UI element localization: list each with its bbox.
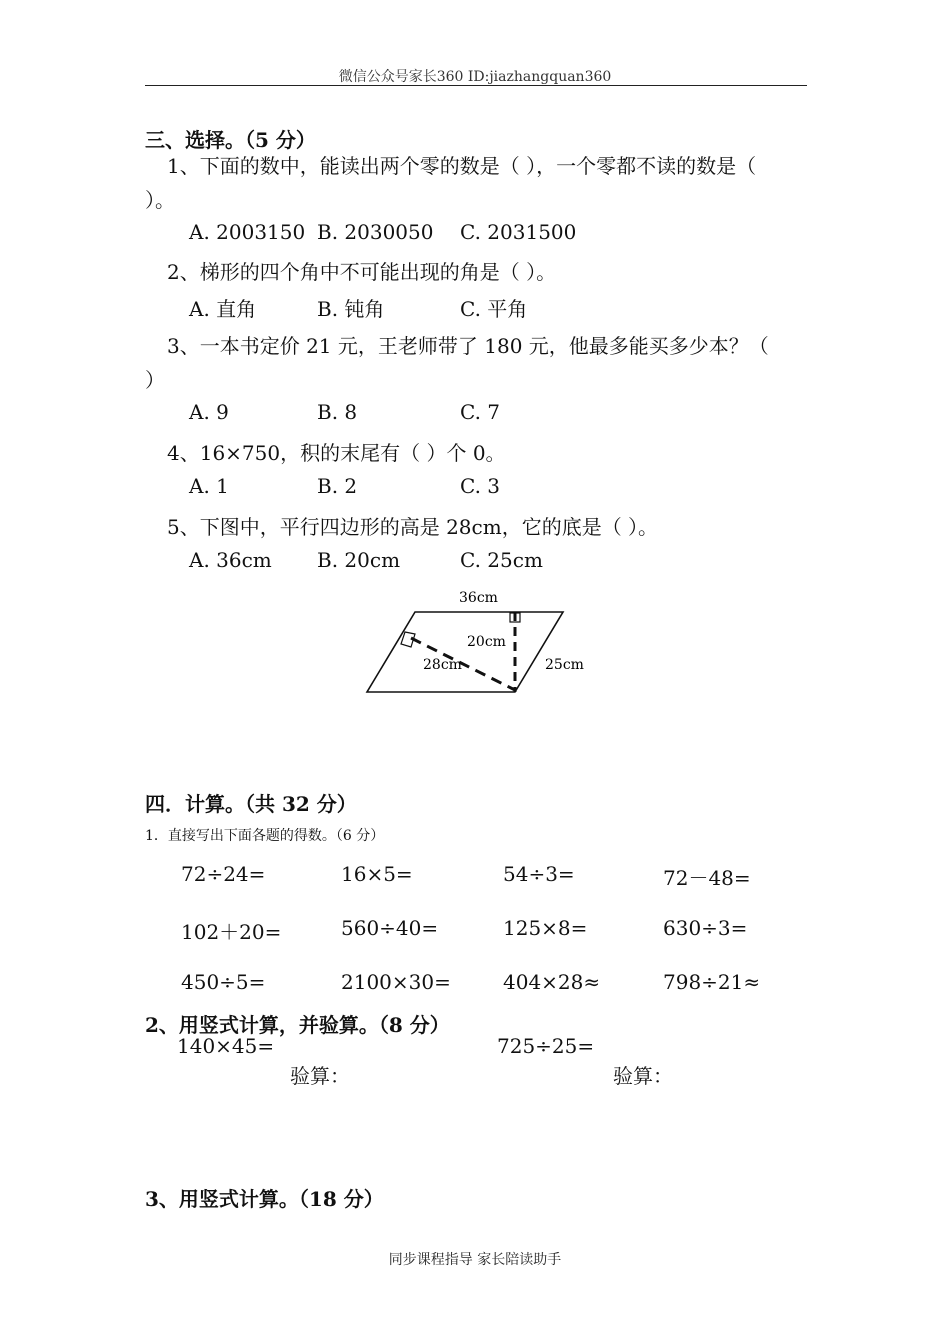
q5-text: 5、下图中，平行四边形的高是 28cm，它的底是（ ）。 [167, 515, 659, 539]
sub3-title: 3、用竖式计算。（18 分） [145, 1187, 384, 1211]
q3-line2: ） [145, 368, 165, 392]
right-angle-mark-left [401, 632, 415, 647]
q2-option-a: A. 直角 [189, 297, 257, 321]
calc-r2c1: 102＋20= [181, 920, 282, 944]
parallelogram-figure [355, 580, 595, 705]
header-rule [145, 85, 807, 86]
q3-option-c: C. 7 [460, 400, 501, 424]
q3-option-a: A. 9 [189, 400, 229, 424]
q4-option-c: C. 3 [460, 474, 501, 498]
check-label-1: 验算： [290, 1064, 350, 1088]
calc-r3c3: 404×28≈ [503, 970, 601, 994]
calc-r3c2: 2100×30= [341, 970, 451, 994]
q1-option-b: B. 2030050 [317, 220, 434, 244]
page-footer: 同步课程指导 家长陪读助手 [388, 1252, 562, 1268]
q5-option-b: B. 20cm [317, 548, 401, 572]
calc-r1c2: 16×5= [341, 862, 413, 886]
q2-option-c: C. 平角 [460, 297, 528, 321]
q3-option-b: B. 8 [317, 400, 358, 424]
label-diag: 28cm [423, 657, 462, 673]
q1-line2: ）。 [145, 188, 175, 212]
q1-line1: 1、下面的数中，能读出两个零的数是（ ），一个零都不读的数是（ [167, 154, 757, 178]
q4-option-b: B. 2 [317, 474, 358, 498]
calc-r2c3: 125×8= [503, 916, 588, 940]
q1-option-a: A. 2003150 [189, 220, 306, 244]
sub2-title: 2、用竖式计算，并验算。（8 分） [145, 1013, 450, 1037]
calc-r1c4: 72－48= [663, 866, 751, 890]
q1-option-c: C. 2031500 [460, 220, 577, 244]
calc-r3c4: 798÷21≈ [663, 970, 761, 994]
q2-text: 2、梯形的四个角中不可能出现的角是（ ）。 [167, 260, 557, 284]
calc-r2c4: 630÷3= [663, 916, 748, 940]
section3-title: 三、选择。（5 分） [145, 128, 316, 152]
q4-option-a: A. 1 [189, 474, 229, 498]
calc-r2c2: 560÷40= [341, 916, 439, 940]
section4-title: 四．计算。（共 32 分） [145, 792, 357, 816]
label-mid: 20cm [467, 634, 506, 650]
calc-r1c3: 54÷3= [503, 862, 575, 886]
sub2-item-1: 140×45= [177, 1034, 275, 1058]
calc-r3c1: 450÷5= [181, 970, 266, 994]
parallelogram-outline [367, 612, 563, 692]
q5-option-c: C. 25cm [460, 548, 543, 572]
q5-option-a: A. 36cm [189, 548, 272, 572]
q4-text: 4、16×750，积的末尾有（ ）个 0。 [167, 441, 506, 465]
label-side: 25cm [545, 657, 584, 673]
label-top: 36cm [459, 590, 498, 606]
q3-line1: 3、一本书定价 21 元，王老师带了 180 元，他最多能买多少本？（ [167, 334, 769, 358]
sub1-title: 1．直接写出下面各题的得数。（6 分） [145, 828, 385, 844]
q2-option-b: B. 钝角 [317, 297, 385, 321]
check-label-2: 验算： [613, 1064, 673, 1088]
calc-r1c1: 72÷24= [181, 862, 266, 886]
page-header: 微信公众号家长360 ID:jiazhangquan360 [338, 69, 612, 85]
sub2-item-2: 725÷25= [497, 1034, 595, 1058]
